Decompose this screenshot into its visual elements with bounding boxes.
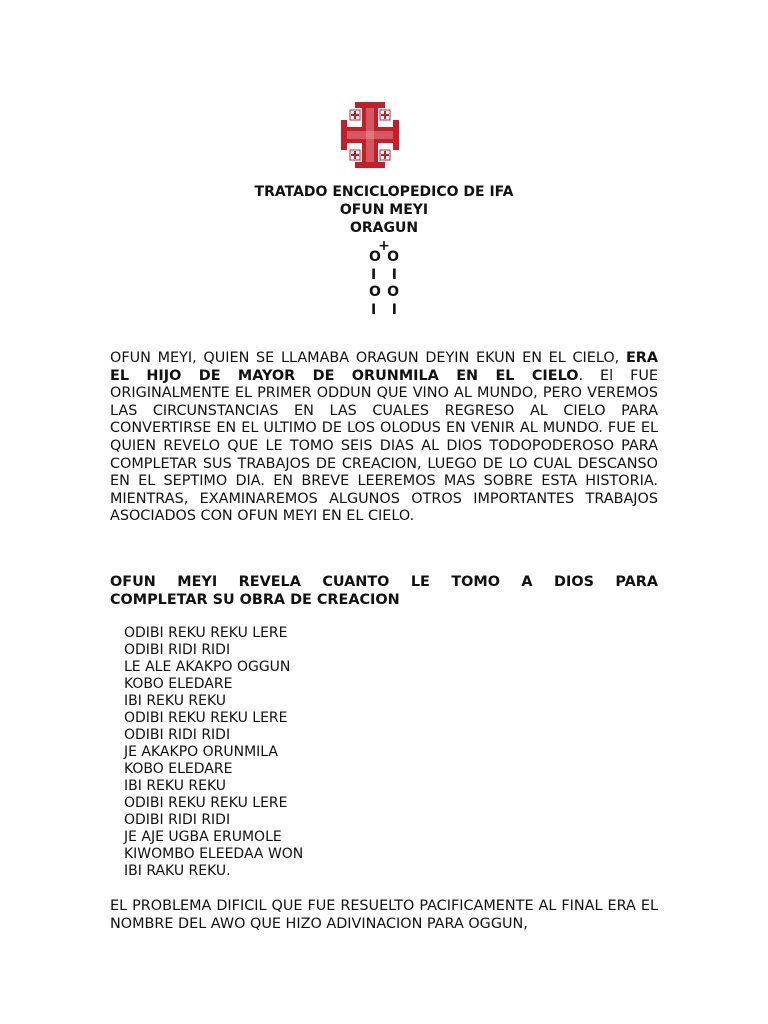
figure-mark: O xyxy=(387,284,399,300)
section-heading xyxy=(110,574,658,609)
figure-row xyxy=(369,302,399,320)
verse-line: ODIBI RIDI RIDI xyxy=(124,727,231,743)
verse-line: KOBO ELEDARE xyxy=(124,761,233,777)
verse-line: JE AKAKPO ORUNMILA xyxy=(124,744,278,760)
figure-mark: I xyxy=(391,266,397,283)
verse-line: ODIBI RIDI RIDI xyxy=(124,812,231,828)
verse-line: KOBO ELEDARE xyxy=(124,676,233,692)
figure-mark: I xyxy=(371,301,377,318)
title-block xyxy=(0,183,768,255)
verse-line: IBI REKU REKU xyxy=(124,778,227,794)
verse-line: KIWOMBO ELEEDAA WON xyxy=(124,846,304,862)
verse-line: IBI REKU REKU xyxy=(124,693,227,709)
verse-line: ODIBI REKU REKU LERE xyxy=(124,625,288,641)
figure-mark: O xyxy=(369,249,381,265)
intro-text: OFUN MEYI, QUIEN SE LLAMABA ORAGUN DEYIN EKUN EN EL CIELO, xyxy=(110,350,620,366)
verse-line: ODIBI REKU REKU LERE xyxy=(124,710,288,726)
figure-mark: I xyxy=(371,266,377,283)
odu-figure xyxy=(0,249,768,319)
figure-mark: O xyxy=(369,284,381,300)
figure-row xyxy=(369,249,399,267)
figure-row xyxy=(369,284,399,302)
document-title: TRATADO ENCICLOPEDICO DE IFA xyxy=(254,184,514,200)
odu-name: OFUN MEYI xyxy=(339,202,429,218)
intro-text-continued: . El FUE ORIGINALMENTE EL PRIMER ODDUN QUE VINO AL MUNDO, PERO VEREMOS LAS CIRCUNSTANCIAS EN LAS CUALES REGRESO AL CIELO PARA CONVERTIRSE EN EL ULTIMO DE LOS OLODUS EN VENIR AL MUNDO. FUE EL QUIEN REVELO QUE LE TOMO SEIS DIAS AL DIOS TODOPODEROSO PARA COMPLETAR SUS TRABAJOS DE CREACION, LUEGO DE LO CUAL DESCANSO EN EL SEPTIMO DIA. EN BREVE LEEREMOS MAS SOBRE ESTA HISTORIA. MIENTRAS, EXAMINAREMOS ALGUNOS OTROS IMPORTANTES TRABAJOS ASOCIADOS CON OFUN MEYI EN EL CIELO. xyxy=(110,367,658,525)
intro-paragraph xyxy=(110,350,658,526)
verse-line: IBI RAKU REKU. xyxy=(124,863,231,879)
verse-line: ODIBI REKU REKU LERE xyxy=(124,795,288,811)
plus-sign: + xyxy=(378,238,390,254)
intro-bold-text: ERA EL HIJO DE MAYOR DE ORUNMILA EN EL CIELO xyxy=(110,350,659,384)
jerusalem-cross-icon xyxy=(340,100,400,170)
verse-line: ODIBI RIDI RIDI xyxy=(124,642,231,658)
odu-alias: ORAGUN xyxy=(349,220,419,236)
verse-line: LE ALE AKAKPO OGGUN xyxy=(124,659,291,675)
figure-mark: O xyxy=(387,249,399,265)
verse-list xyxy=(124,625,303,880)
closing-paragraph: EL PROBLEMA DIFICIL QUE FUE RESUELTO PACIFICAMENTE AL FINAL ERA EL NOMBRE DEL AWO QUE HIZO ADIVINACION PARA OGGUN, xyxy=(110,898,658,932)
figure-mark: I xyxy=(391,301,397,318)
heading-line: OFUN MEYI REVELA CUANTO LE TOMO A DIOS PARA xyxy=(110,574,658,590)
heading-line: COMPLETAR SU OBRA DE CREACION xyxy=(110,591,400,608)
verse-line: JE AJE UGBA ERUMOLE xyxy=(124,829,282,845)
figure-row xyxy=(369,267,399,285)
